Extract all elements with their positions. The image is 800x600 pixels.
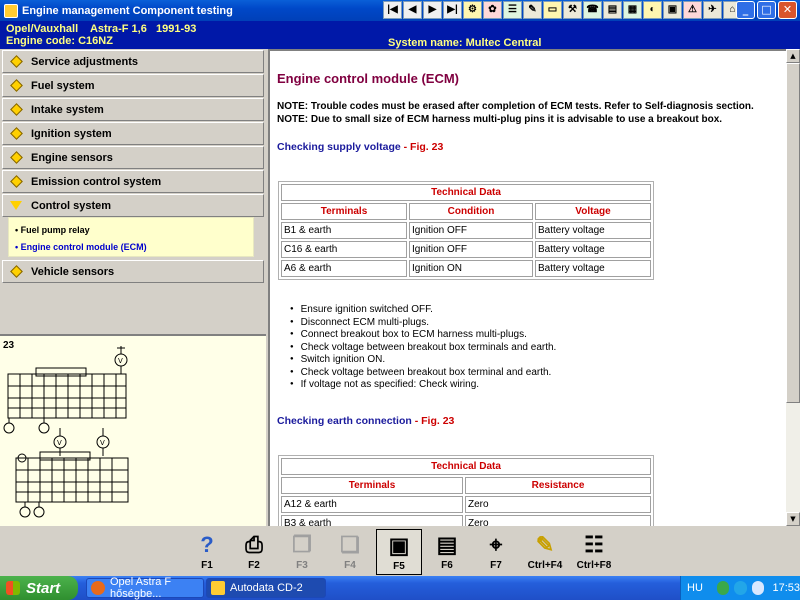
tool-icon-5[interactable]: ▭ xyxy=(543,1,562,19)
next-page-button[interactable]: ▶ xyxy=(423,1,442,19)
volume-icon[interactable] xyxy=(752,581,765,595)
wiring-diagram[interactable] xyxy=(0,336,266,524)
subitem-ecm[interactable]: • Engine control module (ECM) xyxy=(15,239,253,256)
section-supply-voltage xyxy=(277,141,443,153)
sidebar-item-vehicle-sensors[interactable] xyxy=(2,260,264,283)
tool-icon-12[interactable]: ⚠ xyxy=(683,1,702,19)
sidebar-item-label: Vehicle sensors xyxy=(31,265,115,278)
list-item: ● Disconnect ECM multi-plugs. xyxy=(290,316,556,329)
note-breakout-box: NOTE: Due to small size of ECM harness multi-plug pins it is advisable to use a breakout box. xyxy=(277,114,723,125)
f4-button[interactable] xyxy=(327,529,373,575)
tool-icon-1[interactable]: ⚙ xyxy=(463,1,482,19)
table-cell: Zero xyxy=(465,496,651,513)
figure-number: 23 xyxy=(3,340,15,351)
table-cell: Ignition ON xyxy=(409,260,533,277)
title-bar xyxy=(0,0,800,21)
section-earth-connection xyxy=(277,415,454,427)
tool-icon-8[interactable]: ▤ xyxy=(603,1,622,19)
ctrl-f4-button[interactable] xyxy=(522,529,568,575)
note-erase-codes: NOTE: Trouble codes must be erased after completion of ECM tests. Refer to Self-diagnosis section. xyxy=(277,101,754,112)
window-controls xyxy=(736,1,797,19)
table-row xyxy=(281,496,651,513)
sidebar-item-service-adjustments[interactable] xyxy=(2,50,264,73)
probe-icon: ⌖ xyxy=(489,532,503,557)
table-row xyxy=(281,515,651,526)
tool-icon-13[interactable]: ✈ xyxy=(703,1,722,19)
scroll-up-button[interactable]: ▲ xyxy=(786,49,800,63)
paste-icon: ❏ xyxy=(340,532,360,557)
skype-icon[interactable] xyxy=(734,581,747,595)
f7-button[interactable] xyxy=(473,529,519,575)
table-cell: A6 & earth xyxy=(281,260,407,277)
svg-text:V: V xyxy=(100,439,105,447)
column-header: Voltage xyxy=(535,203,651,220)
list-item: ● Ensure ignition switched OFF. xyxy=(290,303,556,316)
svg-text:V: V xyxy=(118,357,123,365)
f5-button[interactable] xyxy=(376,529,422,575)
table-caption: Technical Data xyxy=(281,184,651,201)
sidebar-item-label: Fuel system xyxy=(31,79,95,92)
fkey-label: F6 xyxy=(441,560,453,571)
f3-button[interactable] xyxy=(279,529,325,575)
sidebar-item-label: Engine sensors xyxy=(31,151,113,164)
procedure-steps xyxy=(290,303,556,391)
table-cell: Ignition OFF xyxy=(409,241,533,258)
figure-panel xyxy=(0,334,266,526)
fkey-label: F2 xyxy=(248,560,260,571)
table-cell: Battery voltage xyxy=(535,241,651,258)
notes-icon: ✎ xyxy=(535,532,555,557)
clock: 17:53 xyxy=(772,582,800,594)
column-header: Resistance xyxy=(465,477,651,494)
fkey-label: F7 xyxy=(490,560,502,571)
sidebar-item-label: Intake system xyxy=(31,103,104,116)
list-item: ● Check voltage between breakout box terminal and earth. xyxy=(290,366,556,379)
table-row xyxy=(281,241,651,258)
tool-icon-2[interactable]: ✿ xyxy=(483,1,502,19)
expanded-arrow-icon xyxy=(10,201,22,210)
network-icon[interactable] xyxy=(717,581,730,595)
sidebar-item-label: Emission control system xyxy=(31,175,162,188)
help-icon: ? xyxy=(200,532,214,557)
task-label: Autodata CD-2 xyxy=(230,582,303,594)
table-cell: Battery voltage xyxy=(535,222,651,239)
diamond-icon xyxy=(10,127,23,140)
table-caption: Technical Data xyxy=(281,458,651,475)
table-cell: B1 & earth xyxy=(281,222,407,239)
tool-icon-11[interactable]: ▣ xyxy=(663,1,682,19)
sidebar-item-intake-system[interactable] xyxy=(2,98,264,121)
language-indicator[interactable]: HU xyxy=(687,582,703,594)
scroll-down-button[interactable]: ▼ xyxy=(786,512,800,526)
last-page-button[interactable]: ▶| xyxy=(443,1,462,19)
close-button[interactable]: ✕ xyxy=(778,1,797,19)
minimize-button[interactable]: _ xyxy=(736,1,755,19)
sidebar-item-label: Control system xyxy=(31,199,112,212)
subitem-fuel-pump-relay[interactable]: • Fuel pump relay xyxy=(15,222,253,239)
fkey-label: F3 xyxy=(296,560,308,571)
table-cell: A12 & earth xyxy=(281,496,463,513)
list-item: ● Check voltage between breakout box terminals and earth. xyxy=(290,341,556,354)
tool-icon-14[interactable]: ⌂ xyxy=(723,1,742,19)
fkey-label: F1 xyxy=(201,560,213,571)
f2-print-button[interactable] xyxy=(231,529,277,575)
start-button[interactable] xyxy=(0,576,78,600)
tool-icon-9[interactable]: ▦ xyxy=(623,1,642,19)
start-label: Start xyxy=(26,579,61,597)
sidebar-item-control-system[interactable] xyxy=(2,194,264,217)
taskbar-item-browser[interactable] xyxy=(86,578,204,598)
column-header: Condition xyxy=(409,203,533,220)
sidebar-item-ignition-system[interactable] xyxy=(2,122,264,145)
subitem-panel xyxy=(8,217,254,257)
tool-icon-7[interactable]: ☎ xyxy=(583,1,602,19)
figure-link[interactable]: - Fig. 23 xyxy=(400,141,444,153)
tool-icon-3[interactable]: ☰ xyxy=(503,1,522,19)
f6-button[interactable] xyxy=(424,529,470,575)
app-icon xyxy=(4,4,18,18)
vehicle-model: Opel/Vauxhall Astra-F 1,6 1991-93 xyxy=(6,23,197,35)
previous-page-button[interactable]: ◀ xyxy=(403,1,422,19)
diamond-icon xyxy=(10,175,23,188)
f1-help-button[interactable] xyxy=(184,529,230,575)
section-title: Checking supply voltage xyxy=(277,141,401,153)
table-row xyxy=(281,260,651,277)
connector-icon: ▣ xyxy=(388,533,410,558)
component-icon: ▤ xyxy=(436,532,458,557)
svg-text:V: V xyxy=(57,439,62,447)
sidebar-item-engine-sensors[interactable] xyxy=(2,146,264,169)
fkey-label: Ctrl+F4 xyxy=(527,560,563,571)
fkey-label: F4 xyxy=(344,560,356,571)
system-tray xyxy=(680,576,800,600)
sidebar xyxy=(0,49,266,334)
diamond-icon xyxy=(10,79,23,92)
diamond-icon xyxy=(10,151,23,164)
table-row xyxy=(281,222,651,239)
diamond-icon xyxy=(10,265,23,278)
copy-icon: ❐ xyxy=(292,532,312,557)
system-name: System name: Multec Central xyxy=(388,37,542,49)
taskbar xyxy=(0,576,800,600)
fkey-label: Ctrl+F8 xyxy=(576,560,612,571)
diamond-icon xyxy=(10,103,23,116)
vertical-scrollbar[interactable] xyxy=(786,49,800,526)
table-icon: ☷ xyxy=(584,532,604,557)
column-header: Terminals xyxy=(281,477,463,494)
maximize-button[interactable]: □ xyxy=(757,1,776,19)
technical-data-table-resistance xyxy=(278,455,654,526)
sidebar-item-label: Service adjustments xyxy=(31,55,138,68)
technical-data-table-voltage xyxy=(278,181,654,280)
list-item: ● Connect breakout box to ECM harness multi-plugs. xyxy=(290,328,556,341)
printer-icon: ⎙ xyxy=(245,532,263,557)
windows-logo-icon xyxy=(6,581,20,595)
figure-link[interactable]: - Fig. 23 xyxy=(411,415,455,427)
table-cell: Ignition OFF xyxy=(409,222,533,239)
sidebar-item-fuel-system[interactable] xyxy=(2,74,264,97)
tool-icon-4[interactable]: ✎ xyxy=(523,1,542,19)
sidebar-item-label: Ignition system xyxy=(31,127,112,140)
fkey-label: F5 xyxy=(393,561,405,572)
content-pane xyxy=(268,49,786,526)
table-cell: Battery voltage xyxy=(535,260,651,277)
tool-icon-6[interactable]: ⚒ xyxy=(563,1,582,19)
list-item: ● Switch ignition ON. xyxy=(290,353,556,366)
firefox-icon xyxy=(91,581,105,595)
engine-code: Engine code: C16NZ xyxy=(6,35,113,47)
column-header: Terminals xyxy=(281,203,407,220)
ctrl-f8-button[interactable] xyxy=(571,529,617,575)
sidebar-item-emission-control[interactable] xyxy=(2,170,264,193)
list-item: ● If voltage not as specified: Check wiring. xyxy=(290,378,556,391)
section-title: Checking earth connection xyxy=(277,415,412,427)
task-label: Opel Astra F hőségbe... xyxy=(110,576,172,600)
autodata-icon xyxy=(211,581,225,595)
toolbar xyxy=(383,1,742,19)
diamond-icon xyxy=(10,55,23,68)
window-title: Engine management Component testing xyxy=(22,4,233,17)
taskbar-item-autodata[interactable] xyxy=(206,578,326,598)
tool-icon-10[interactable]: ◐ xyxy=(643,1,662,19)
table-cell: Zero xyxy=(465,515,651,526)
scroll-thumb[interactable] xyxy=(786,63,800,403)
vehicle-info-bar xyxy=(0,21,800,49)
table-cell: C16 & earth xyxy=(281,241,407,258)
function-key-bar xyxy=(0,526,800,576)
first-page-button[interactable]: |◀ xyxy=(383,1,402,19)
table-cell: B3 & earth xyxy=(281,515,463,526)
page-title: Engine control module (ECM) xyxy=(277,71,459,86)
